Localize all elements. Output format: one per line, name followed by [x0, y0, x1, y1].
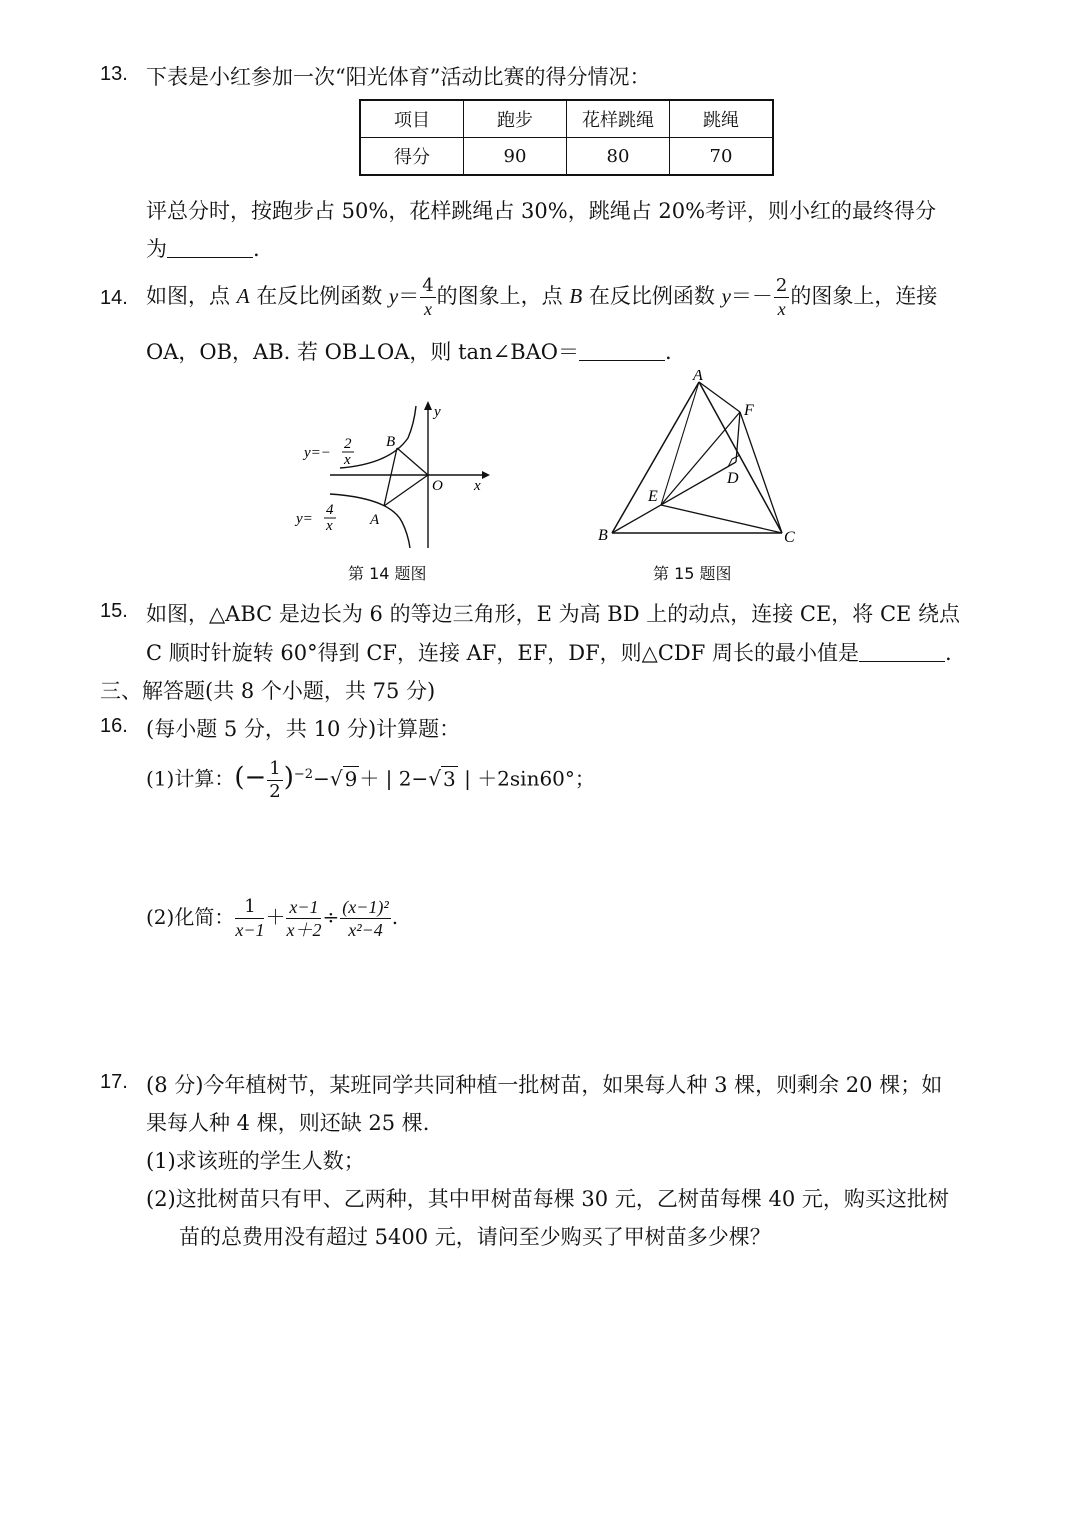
frac-den: x: [423, 299, 432, 319]
q17-line2: 果每人种 4 棵，则还缺 25 棵.: [146, 1111, 430, 1135]
plus: ＋: [265, 905, 286, 929]
answer-blank: [579, 340, 665, 361]
frac-den: x²−4: [348, 920, 383, 940]
period: .: [944, 641, 952, 665]
frac-num: 1: [269, 757, 281, 779]
frac-den: 2: [269, 780, 281, 802]
figure-14-caption: 第 14 题图: [348, 564, 427, 583]
q16-number: 16.: [100, 715, 128, 737]
table-row-header: [360, 100, 773, 138]
answer-blank: [859, 641, 945, 662]
divide: ÷: [322, 905, 340, 929]
fraction-x-minus-1-over-x-plus-2: [286, 898, 321, 939]
label-e: E: [648, 488, 658, 505]
period: .: [665, 340, 672, 364]
fraction-2-over-x: [774, 277, 789, 318]
q14-text: 在反比例函数: [588, 284, 715, 308]
segment-af: [699, 382, 740, 412]
period: .: [253, 237, 260, 261]
period: .: [391, 905, 399, 929]
var-y: y: [388, 284, 399, 308]
q16-part1: (1)计算：(− $\frac{1}{2}$ )$^{-2}$−√ 9 ＋ | 2−√ 3 | ＋2sin60°；: [146, 757, 595, 802]
part-label: (2)化简：: [146, 905, 235, 929]
table-cell: 花样跳绳: [567, 100, 670, 138]
q17-line1: (8 分)今年植树节，某班同学共同种植一批树苗，如果每人种 3 棵，则剩余 20 棵；如: [146, 1073, 943, 1097]
equals-minus: ＝－: [730, 284, 773, 308]
q13-line2: 评总分时，按跑步占 50%，花样跳绳占 30%，跳绳占 20%考评，则小红的最终得分: [146, 199, 937, 223]
label-x-axis: x: [474, 478, 481, 494]
frac-num: x−1: [286, 898, 321, 919]
q17-part2-line1: (2)这批树苗只有甲、乙两种，其中甲树苗每棵 30 元，乙树苗每棵 40 元，购买这批树: [146, 1187, 949, 1211]
label-f: F: [744, 402, 754, 419]
q14-line1: [146, 272, 937, 320]
q15-line2-text: C 顺时针旋转 60°得到 CF，连接 AF，EF，DF，则△CDF 周长的最小值是: [146, 641, 859, 665]
label-d: D: [727, 470, 739, 487]
q13-line3-text: 为: [146, 237, 167, 261]
label-a: A: [370, 512, 380, 528]
fraction-4-over-x: [420, 277, 435, 318]
table-cell: 跑步: [464, 100, 567, 138]
label-b: B: [598, 527, 608, 544]
table-cell: 80: [567, 138, 670, 176]
table-cell: 90: [464, 138, 567, 176]
table-cell: 项目: [360, 100, 464, 138]
segment-fc: [740, 412, 782, 533]
frac-num: 4: [422, 275, 434, 296]
eq-top-num: 2: [344, 436, 352, 452]
label-c: C: [784, 529, 795, 546]
x-axis-arrow: [482, 471, 490, 479]
frac-num: 2: [775, 275, 788, 296]
frac-den: x＋2: [286, 920, 322, 940]
q17-part2-line2: 苗的总费用没有超过 5400 元，请问至少购买了甲树苗多少棵？: [179, 1225, 771, 1249]
segment-bd: [612, 462, 736, 533]
q15-line2: [146, 637, 952, 667]
table-cell: 跳绳: [670, 100, 774, 138]
q15-number: 15.: [100, 600, 128, 622]
segment-ac: [699, 382, 782, 533]
label-o: O: [432, 478, 443, 494]
var-y: y: [721, 284, 731, 308]
q13-stem: 下表是小红参加一次“阳光体育”活动比赛的得分情况：: [146, 65, 651, 89]
q14-line2-text: OA，OB，AB. 若 OB⊥OA，则 tan∠BAO＝: [146, 340, 580, 364]
q16-part2: [146, 890, 398, 944]
eq-top-prefix: y=−: [304, 445, 331, 461]
point-a-label: A: [236, 284, 250, 308]
eq-bot-den: x: [326, 518, 333, 534]
part-label: (1)计算：: [146, 766, 235, 791]
sqrt-3: 3: [443, 766, 456, 791]
abs-part: ＋ | 2−: [359, 766, 429, 791]
q13-number: 13.: [100, 63, 128, 85]
q14-text: 的图象上，连接: [790, 284, 938, 308]
figure-14: [290, 398, 500, 548]
score-table: [359, 99, 774, 176]
exponent: −2: [293, 767, 314, 782]
table-cell: 70: [670, 138, 774, 176]
paren-open: (−: [234, 762, 267, 793]
q14-number: 14.: [100, 287, 128, 309]
sqrt-9: 9: [344, 766, 358, 791]
segment-oa: [384, 475, 428, 506]
segment-ob: [397, 448, 428, 475]
label-a: A: [693, 370, 703, 384]
y-axis-arrow: [424, 401, 432, 410]
q16-stem: (每小题 5 分，共 10 分)计算题：: [146, 717, 461, 741]
fraction-1-over-2: [267, 757, 282, 802]
frac-den: x: [777, 299, 786, 319]
frac-num: (x−1)²: [342, 897, 389, 917]
q15-line1: 如图，△ABC 是边长为 6 的等边三角形，E 为高 BD 上的动点，连接 CE，将 CE 绕点: [146, 602, 961, 626]
minus: −: [313, 766, 330, 791]
q14-text: 在反比例函数: [256, 284, 383, 308]
q14-text: 如图，点: [146, 284, 230, 308]
fraction-square-over-diff: [340, 898, 391, 939]
q14-line2: [146, 336, 672, 366]
paren-close: ): [283, 762, 294, 793]
point-b-label: B: [569, 284, 583, 308]
frac-num: 1: [235, 898, 264, 919]
section-title: 三、解答题(共 8 个小题，共 75 分): [100, 679, 436, 703]
equals: ＝: [398, 284, 420, 308]
figure-15: [594, 370, 804, 550]
eq-bot-prefix: y=: [296, 511, 313, 527]
q13-line3: [146, 233, 260, 263]
eq-bot-num: 4: [326, 502, 334, 518]
fraction-1-over-x-minus-1: [235, 898, 264, 939]
q17-number: 17.: [100, 1071, 128, 1093]
answer-blank: [167, 237, 253, 258]
figure-15-caption: 第 15 题图: [653, 564, 732, 583]
tail: | ＋2sin60°；: [457, 766, 595, 791]
eq-top-den: x: [344, 452, 351, 468]
q14-text: 的图象上，点: [436, 284, 563, 308]
table-cell: 得分: [360, 138, 464, 176]
table-row-scores: [360, 138, 773, 176]
segment-ec: [661, 505, 782, 533]
q17-part1: (1)求该班的学生人数；: [146, 1149, 365, 1173]
label-b: B: [386, 434, 396, 450]
label-y-axis: y: [434, 404, 441, 420]
frac-den: x−1: [235, 920, 265, 940]
